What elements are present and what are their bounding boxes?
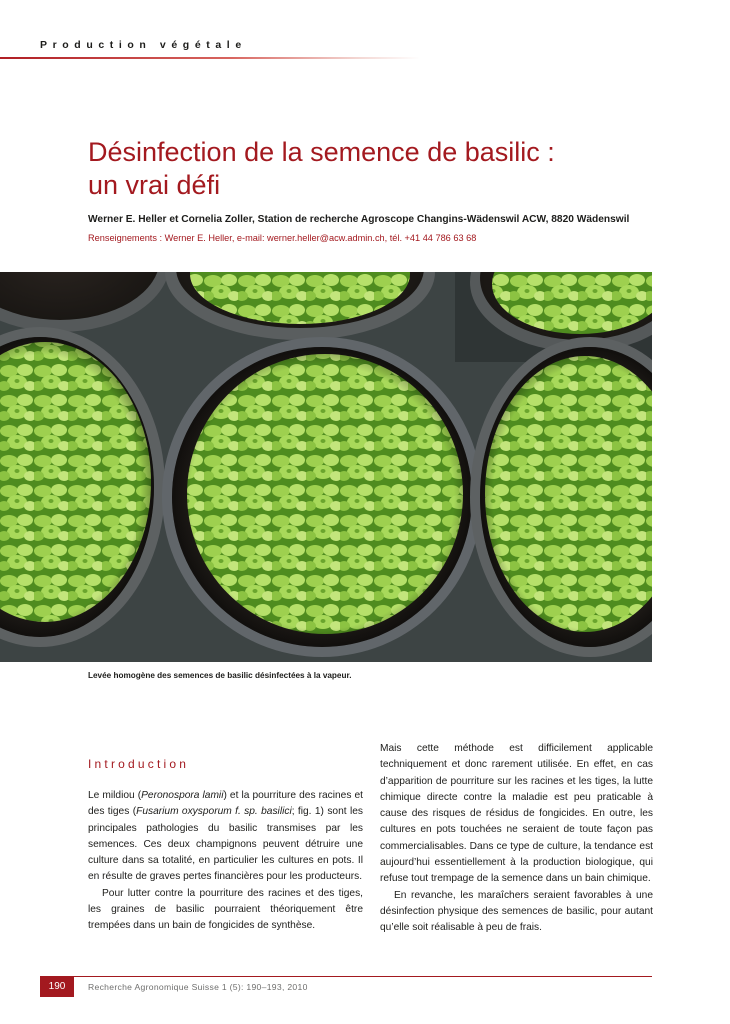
basil-seedlings-photo (0, 272, 652, 662)
authors-line: Werner E. Heller et Cornelia Zoller, Station de recherche Agroscope Changins-Wädenswil ACW, 8820 Wädenswil (88, 214, 630, 225)
p1-species-fusarium: Fusarium oxysporum f. sp. basilici (136, 806, 292, 818)
header-divider (0, 57, 420, 59)
paragraph-1 (88, 788, 363, 886)
running-header: Production végétale (40, 39, 247, 51)
p1-text-a: Le mildiou ( (88, 790, 142, 801)
section-heading-introduction: Introduction (88, 757, 190, 771)
title-line-1: Désinfection de la semence de basilic : (88, 137, 555, 167)
paragraph-4: En revanche, les maraîchers seraient favorables à une désinfection physique des semences de basilic, pour autant qu’elle soit réalisable à peu de frais. (380, 889, 653, 934)
article-title (88, 136, 648, 202)
text-column-right (380, 741, 653, 937)
title-line-2: un vrai défi (88, 170, 221, 200)
text-column-left (88, 788, 363, 935)
paragraph-2: Pour lutter contre la pourriture des racines et des tiges, les graines de basilic pourraient théoriquement être trempées dans un bain de fongicides de synthèse. (88, 887, 363, 932)
paragraph-3: Mais cette méthode est difficilement applicable techniquement et donc rarement utilisée. En effet, en cas d’apparition de pourriture sur les racines et les tiges, la lutte chimique directe contre la maladie est peu praticable à cause des risques de résidus de fongicides. En outre, les cultures en pots touchées ne seraient de toute façon pas commercialisables. Dans ce type de culture, la tendance est aujourd’hui essentiellement à la production biologique, qui refuse tout trempage de la semence dans un bain chimique. (380, 743, 653, 885)
journal-citation: Recherche Agronomique Suisse 1 (5): 190–193, 2010 (88, 982, 308, 992)
photo-caption: Levée homogène des semences de basilic désinfectées à la vapeur. (88, 671, 352, 680)
footer-divider (40, 976, 652, 977)
p1-species-peronospora: Peronospora lamii (141, 790, 224, 801)
p1-text-e: ; fig. 1) sont les principales pathologies du basilic transmises par les semences. Ces deux champignons peuvent détruire une culture dans sa totalité, en particulier les cultures en pots. Il en résulte de graves pertes financières pour les producteurs. (88, 806, 363, 883)
contact-line: Renseignements : Werner E. Heller, e-mail: werner.heller@acw.admin.ch, tél. +41 44 786 63 68 (88, 233, 477, 243)
p1-text-c: ) et la pourriture des racines et des tiges ( (88, 790, 363, 818)
page-number: 190 (40, 977, 74, 997)
